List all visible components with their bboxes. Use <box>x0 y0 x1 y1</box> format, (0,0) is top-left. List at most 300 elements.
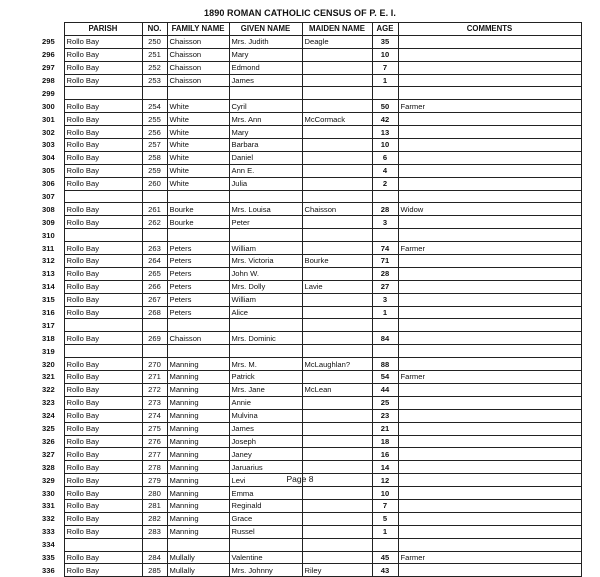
maiden-name-cell <box>302 87 372 100</box>
header-no: NO. <box>142 23 167 36</box>
family-name-cell: Manning <box>167 487 229 500</box>
table-row <box>40 448 581 461</box>
age-cell: 2 <box>372 177 398 190</box>
given-name-cell: Alice <box>229 306 302 319</box>
number-cell <box>142 345 167 358</box>
family-name-cell: Chaisson <box>167 61 229 74</box>
given-name-cell: Russel <box>229 525 302 538</box>
number-cell: 280 <box>142 487 167 500</box>
number-cell: 258 <box>142 151 167 164</box>
maiden-name-cell <box>302 61 372 74</box>
row-number: 312 <box>42 256 55 266</box>
table-row <box>40 229 581 242</box>
row-number: 315 <box>42 295 55 305</box>
family-name-cell <box>167 229 229 242</box>
maiden-name-cell <box>302 177 372 190</box>
age-cell: 35 <box>372 35 398 48</box>
row-number: 310 <box>42 230 55 240</box>
document-title: 1890 ROMAN CATHOLIC CENSUS OF P. E. I. <box>204 8 396 18</box>
maiden-name-cell <box>302 551 372 564</box>
number-cell: 250 <box>142 35 167 48</box>
given-name-cell: Valentine <box>229 551 302 564</box>
parish-cell: Rollo Bay <box>64 203 142 216</box>
age-cell <box>372 87 398 100</box>
number-cell: 268 <box>142 306 167 319</box>
age-cell <box>372 319 398 332</box>
maiden-name-cell: Lavie <box>302 280 372 293</box>
header-parish: PARISH <box>64 23 142 36</box>
number-cell: 274 <box>142 409 167 422</box>
maiden-name-cell <box>302 48 372 61</box>
comments-cell <box>398 190 581 203</box>
given-name-cell: James <box>229 422 302 435</box>
number-cell: 271 <box>142 371 167 384</box>
comments-cell <box>398 448 581 461</box>
age-cell: 7 <box>372 499 398 512</box>
family-name-cell: Manning <box>167 371 229 384</box>
number-cell: 255 <box>142 113 167 126</box>
given-name-cell: Ann E. <box>229 164 302 177</box>
row-number: 308 <box>42 204 55 214</box>
table-row <box>40 538 581 551</box>
row-number: 316 <box>42 308 55 318</box>
row-number: 331 <box>42 501 55 511</box>
family-name-cell: Peters <box>167 306 229 319</box>
family-name-cell: Peters <box>167 255 229 268</box>
comments-cell <box>398 229 581 242</box>
given-name-cell: Mrs. Ann <box>229 113 302 126</box>
table-row <box>40 332 581 345</box>
family-name-cell <box>167 319 229 332</box>
family-name-cell: Manning <box>167 358 229 371</box>
number-cell: 276 <box>142 435 167 448</box>
row-number: 306 <box>42 179 55 189</box>
parish-cell: Rollo Bay <box>64 267 142 280</box>
comments-cell: Farmer <box>398 242 581 255</box>
row-number: 301 <box>42 114 55 124</box>
age-cell: 1 <box>372 306 398 319</box>
table-row <box>40 383 581 396</box>
row-number: 300 <box>42 101 55 111</box>
row-number: 318 <box>42 333 55 343</box>
given-name-cell: Grace <box>229 512 302 525</box>
family-name-cell: Manning <box>167 435 229 448</box>
row-number: 302 <box>42 127 55 137</box>
table-row <box>40 164 581 177</box>
comments-cell: Widow <box>398 203 581 216</box>
row-number: 328 <box>42 462 55 472</box>
table-row <box>40 35 581 48</box>
family-name-cell: Bourke <box>167 203 229 216</box>
parish-cell: Rollo Bay <box>64 61 142 74</box>
number-cell: 270 <box>142 358 167 371</box>
comments-cell <box>398 280 581 293</box>
table-row <box>40 203 581 216</box>
family-name-cell: Manning <box>167 499 229 512</box>
table-row <box>40 435 581 448</box>
parish-cell: Rollo Bay <box>64 474 142 487</box>
row-number: 305 <box>42 166 55 176</box>
comments-cell <box>398 499 581 512</box>
number-cell <box>142 87 167 100</box>
family-name-cell: Manning <box>167 409 229 422</box>
comments-cell <box>398 306 581 319</box>
comments-cell <box>398 512 581 525</box>
maiden-name-cell <box>302 345 372 358</box>
number-cell: 256 <box>142 126 167 139</box>
maiden-name-cell <box>302 267 372 280</box>
parish-cell: Rollo Bay <box>64 551 142 564</box>
family-name-cell: Peters <box>167 280 229 293</box>
age-cell: 1 <box>372 74 398 87</box>
number-cell <box>142 538 167 551</box>
parish-cell: Rollo Bay <box>64 100 142 113</box>
age-cell: 10 <box>372 48 398 61</box>
number-cell: 273 <box>142 396 167 409</box>
table-row <box>40 61 581 74</box>
family-name-cell: Mullally <box>167 551 229 564</box>
parish-cell <box>64 538 142 551</box>
table-row <box>40 242 581 255</box>
number-cell: 264 <box>142 255 167 268</box>
family-name-cell: Manning <box>167 474 229 487</box>
parish-cell: Rollo Bay <box>64 306 142 319</box>
given-name-cell: Mrs. Johnny <box>229 564 302 577</box>
table-row <box>40 396 581 409</box>
age-cell: 10 <box>372 487 398 500</box>
maiden-name-cell <box>302 487 372 500</box>
family-name-cell: White <box>167 100 229 113</box>
comments-cell <box>398 319 581 332</box>
number-cell: 285 <box>142 564 167 577</box>
comments-cell: Farmer <box>398 551 581 564</box>
maiden-name-cell: Deagle <box>302 35 372 48</box>
number-cell: 272 <box>142 383 167 396</box>
number-cell: 257 <box>142 139 167 152</box>
maiden-name-cell <box>302 371 372 384</box>
table-row <box>40 409 581 422</box>
family-name-cell: Bourke <box>167 216 229 229</box>
table-row <box>40 461 581 474</box>
parish-cell: Rollo Bay <box>64 48 142 61</box>
number-cell: 277 <box>142 448 167 461</box>
table-row <box>40 525 581 538</box>
given-name-cell: Emma <box>229 487 302 500</box>
number-cell: 282 <box>142 512 167 525</box>
age-cell: 3 <box>372 216 398 229</box>
age-cell: 12 <box>372 474 398 487</box>
comments-cell <box>398 358 581 371</box>
given-name-cell: Mary <box>229 48 302 61</box>
given-name-cell: Annie <box>229 396 302 409</box>
maiden-name-cell: McLaughlan? <box>302 358 372 371</box>
maiden-name-cell <box>302 435 372 448</box>
parish-cell <box>64 190 142 203</box>
maiden-name-cell <box>302 74 372 87</box>
age-cell: 54 <box>372 371 398 384</box>
comments-cell <box>398 383 581 396</box>
row-number: 298 <box>42 76 55 85</box>
row-number: 325 <box>42 424 55 434</box>
family-name-cell: White <box>167 113 229 126</box>
row-number: 324 <box>42 411 55 421</box>
age-cell: 6 <box>372 151 398 164</box>
comments-cell <box>398 409 581 422</box>
given-name-cell: Mary <box>229 126 302 139</box>
family-name-cell: Manning <box>167 512 229 525</box>
given-name-cell <box>229 319 302 332</box>
table-row <box>40 87 581 100</box>
row-number: 303 <box>42 140 55 150</box>
given-name-cell: William <box>229 242 302 255</box>
row-number: 336 <box>42 565 55 575</box>
header-age: AGE <box>372 23 398 36</box>
table-row <box>40 306 581 319</box>
number-cell: 266 <box>142 280 167 293</box>
family-name-cell: Chaisson <box>167 332 229 345</box>
maiden-name-cell <box>302 139 372 152</box>
comments-cell <box>398 126 581 139</box>
parish-cell: Rollo Bay <box>64 409 142 422</box>
number-cell: 262 <box>142 216 167 229</box>
table-row <box>40 48 581 61</box>
number-cell: 267 <box>142 293 167 306</box>
maiden-name-cell <box>302 126 372 139</box>
table-row <box>40 139 581 152</box>
table-row <box>40 487 581 500</box>
age-cell <box>372 229 398 242</box>
maiden-name-cell <box>302 293 372 306</box>
number-cell: 265 <box>142 267 167 280</box>
maiden-name-cell <box>302 538 372 551</box>
number-cell: 275 <box>142 422 167 435</box>
maiden-name-cell <box>302 525 372 538</box>
comments-cell <box>398 216 581 229</box>
row-number: 330 <box>42 488 55 498</box>
parish-cell: Rollo Bay <box>64 177 142 190</box>
parish-cell <box>64 319 142 332</box>
table-row <box>40 319 581 332</box>
comments-cell <box>398 139 581 152</box>
parish-cell <box>64 87 142 100</box>
comments-cell <box>398 151 581 164</box>
comments-cell: Farmer <box>398 371 581 384</box>
family-name-cell: White <box>167 164 229 177</box>
number-cell: 260 <box>142 177 167 190</box>
family-name-cell <box>167 538 229 551</box>
age-cell: 10 <box>372 139 398 152</box>
row-number: 296 <box>42 50 55 60</box>
row-number: 307 <box>42 192 55 202</box>
parish-cell: Rollo Bay <box>64 564 142 577</box>
number-cell: 278 <box>142 461 167 474</box>
given-name-cell: Janey <box>229 448 302 461</box>
row-number: 335 <box>42 552 55 562</box>
comments-cell <box>398 113 581 126</box>
row-number: 323 <box>42 398 55 408</box>
comments-cell <box>398 487 581 500</box>
maiden-name-cell <box>302 396 372 409</box>
header-comments: COMMENTS <box>398 23 581 36</box>
table-row <box>40 74 581 87</box>
maiden-name-cell <box>302 332 372 345</box>
age-cell: 18 <box>372 435 398 448</box>
number-cell <box>142 190 167 203</box>
row-number: 314 <box>42 282 55 292</box>
parish-cell: Rollo Bay <box>64 371 142 384</box>
given-name-cell: James <box>229 74 302 87</box>
family-name-cell: Manning <box>167 383 229 396</box>
family-name-cell: Peters <box>167 267 229 280</box>
maiden-name-cell <box>302 461 372 474</box>
header-row-number <box>40 23 64 36</box>
maiden-name-cell <box>302 151 372 164</box>
given-name-cell <box>229 538 302 551</box>
parish-cell: Rollo Bay <box>64 461 142 474</box>
comments-cell <box>398 396 581 409</box>
number-cell <box>142 229 167 242</box>
parish-cell: Rollo Bay <box>64 499 142 512</box>
parish-cell <box>64 345 142 358</box>
age-cell: 27 <box>372 280 398 293</box>
given-name-cell: Cyril <box>229 100 302 113</box>
parish-cell: Rollo Bay <box>64 487 142 500</box>
given-name-cell <box>229 190 302 203</box>
given-name-cell: Mrs. M. <box>229 358 302 371</box>
comments-cell <box>398 293 581 306</box>
number-cell: 283 <box>142 525 167 538</box>
age-cell <box>372 538 398 551</box>
family-name-cell: Peters <box>167 242 229 255</box>
parish-cell: Rollo Bay <box>64 242 142 255</box>
given-name-cell: Daniel <box>229 151 302 164</box>
maiden-name-cell: McLean <box>302 383 372 396</box>
given-name-cell: Mrs. Louisa <box>229 203 302 216</box>
number-cell: 269 <box>142 332 167 345</box>
given-name-cell: Jaruarius <box>229 461 302 474</box>
age-cell: 43 <box>372 564 398 577</box>
number-cell: 251 <box>142 48 167 61</box>
age-cell: 50 <box>372 100 398 113</box>
comments-cell <box>398 332 581 345</box>
row-number: 297 <box>42 63 55 73</box>
age-cell: 25 <box>372 396 398 409</box>
parish-cell: Rollo Bay <box>64 512 142 525</box>
table-row <box>40 280 581 293</box>
row-number: 319 <box>42 346 55 356</box>
given-name-cell: Peter <box>229 216 302 229</box>
family-name-cell: Chaisson <box>167 74 229 87</box>
given-name-cell: Mrs. Judith <box>229 35 302 48</box>
age-cell <box>372 190 398 203</box>
family-name-cell: Manning <box>167 396 229 409</box>
comments-cell <box>398 525 581 538</box>
row-number: 299 <box>42 88 55 98</box>
maiden-name-cell: Riley <box>302 564 372 577</box>
row-number: 304 <box>42 153 55 163</box>
family-name-cell: White <box>167 139 229 152</box>
table-row <box>40 422 581 435</box>
header-row <box>40 23 581 36</box>
family-name-cell <box>167 345 229 358</box>
maiden-name-cell <box>302 229 372 242</box>
row-number: 320 <box>42 359 55 369</box>
parish-cell: Rollo Bay <box>64 422 142 435</box>
given-name-cell: Joseph <box>229 435 302 448</box>
comments-cell <box>398 48 581 61</box>
row-number: 329 <box>42 475 55 485</box>
row-number: 327 <box>42 449 55 459</box>
given-name-cell: Mulvina <box>229 409 302 422</box>
comments-cell <box>398 345 581 358</box>
row-number: 326 <box>42 436 55 446</box>
age-cell: 28 <box>372 203 398 216</box>
header-given-name: GIVEN NAME <box>229 23 302 36</box>
row-number: 309 <box>42 217 55 227</box>
number-cell: 279 <box>142 474 167 487</box>
age-cell: 28 <box>372 267 398 280</box>
comments-cell <box>398 564 581 577</box>
given-name-cell: Mrs. Jane <box>229 383 302 396</box>
row-number: 332 <box>42 514 55 524</box>
parish-cell: Rollo Bay <box>64 293 142 306</box>
table-row <box>40 564 581 577</box>
row-number: 322 <box>42 385 55 395</box>
maiden-name-cell <box>302 319 372 332</box>
table-row <box>40 267 581 280</box>
family-name-cell: Peters <box>167 293 229 306</box>
table-row <box>40 126 581 139</box>
row-number: 333 <box>42 527 55 537</box>
table-row <box>40 499 581 512</box>
comments-cell <box>398 74 581 87</box>
age-cell: 7 <box>372 61 398 74</box>
family-name-cell: Manning <box>167 422 229 435</box>
family-name-cell: Chaisson <box>167 48 229 61</box>
comments-cell <box>398 87 581 100</box>
number-cell: 253 <box>142 74 167 87</box>
table-row <box>40 151 581 164</box>
age-cell: 71 <box>372 255 398 268</box>
table-row <box>40 345 581 358</box>
table-row <box>40 113 581 126</box>
header-family-name: FAMILY NAME <box>167 23 229 36</box>
parish-cell: Rollo Bay <box>64 113 142 126</box>
number-cell: 281 <box>142 499 167 512</box>
parish-cell: Rollo Bay <box>64 396 142 409</box>
family-name-cell: White <box>167 126 229 139</box>
parish-cell: Rollo Bay <box>64 383 142 396</box>
parish-cell: Rollo Bay <box>64 435 142 448</box>
maiden-name-cell <box>302 512 372 525</box>
age-cell: 16 <box>372 448 398 461</box>
given-name-cell: Mrs. Victoria <box>229 255 302 268</box>
given-name-cell: Edmond <box>229 61 302 74</box>
number-cell: 254 <box>142 100 167 113</box>
comments-cell <box>398 267 581 280</box>
parish-cell: Rollo Bay <box>64 126 142 139</box>
family-name-cell <box>167 190 229 203</box>
row-number: 313 <box>42 269 55 279</box>
parish-cell: Rollo Bay <box>64 35 142 48</box>
maiden-name-cell <box>302 499 372 512</box>
comments-cell <box>398 61 581 74</box>
comments-cell: Farmer <box>398 100 581 113</box>
number-cell: 252 <box>142 61 167 74</box>
maiden-name-cell <box>302 306 372 319</box>
table-row <box>40 371 581 384</box>
given-name-cell <box>229 345 302 358</box>
